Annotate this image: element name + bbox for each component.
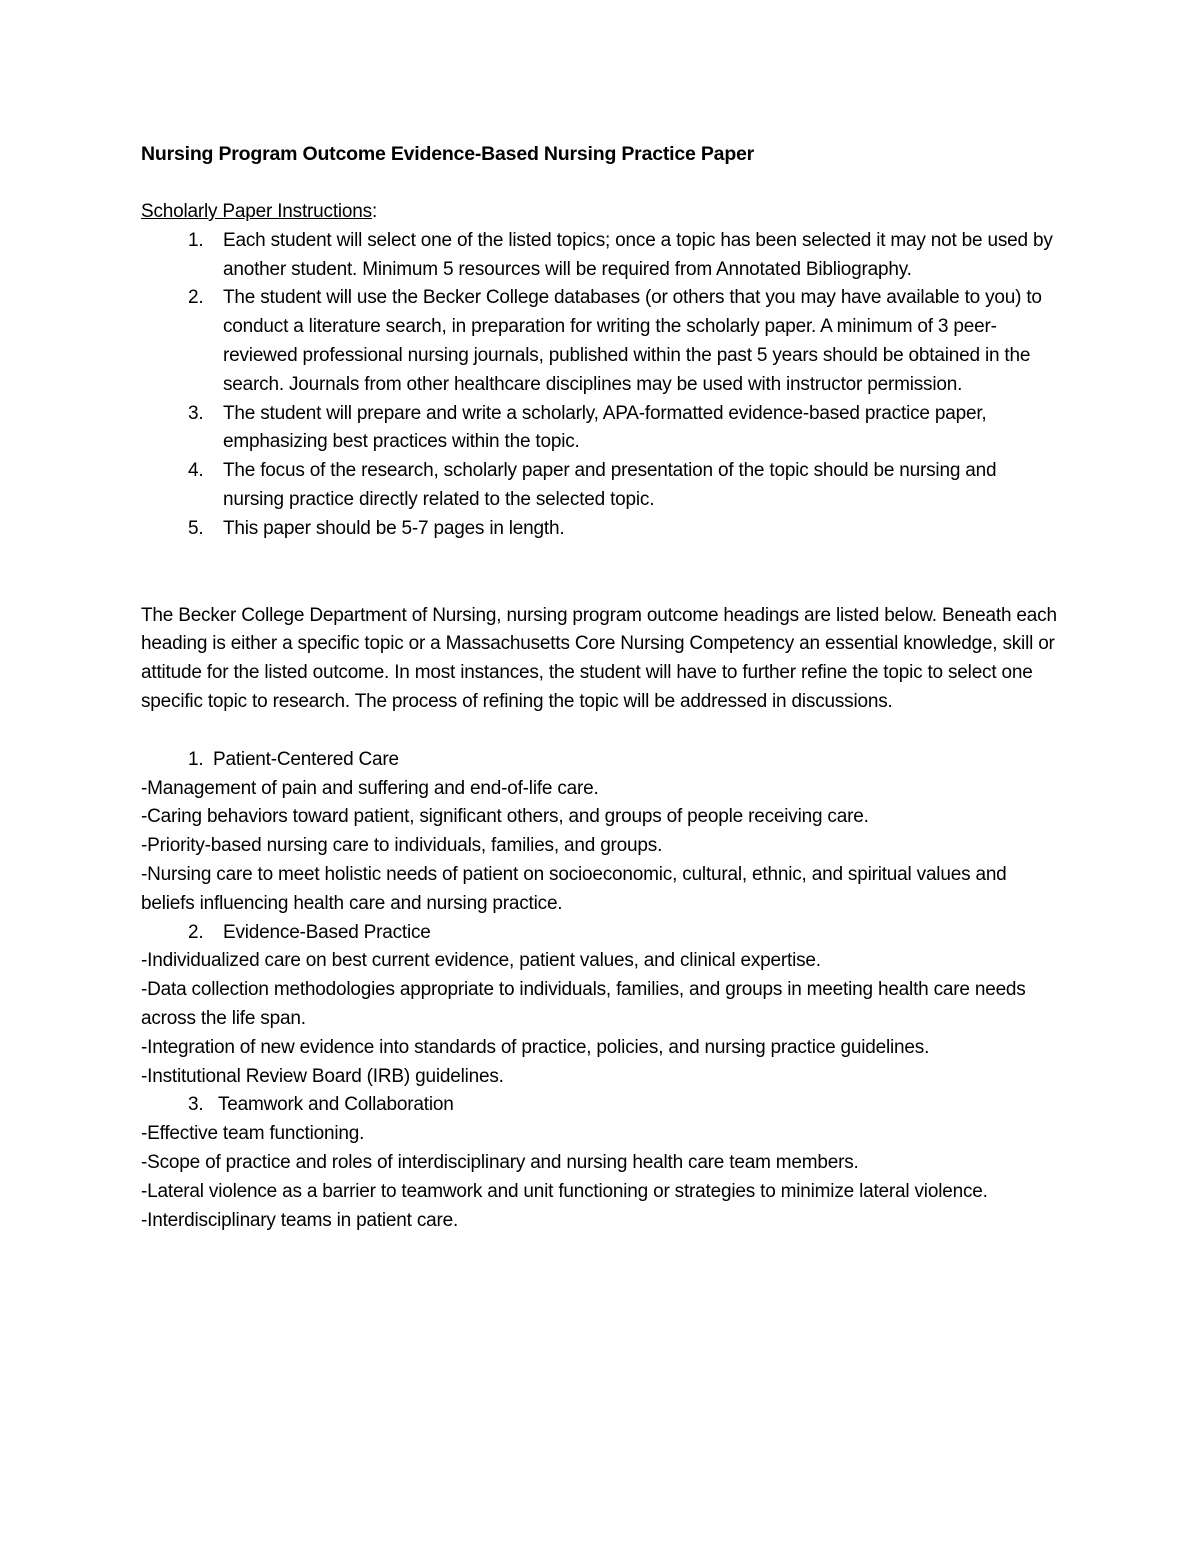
outcome-item: -Scope of practice and roles of interdisciplinary and nursing health care team members.: [141, 1151, 859, 1173]
instruction-number: 3.: [188, 402, 204, 424]
outcome-number: 1.: [188, 748, 204, 770]
outcome-heading: [141, 746, 1061, 775]
intro-paragraph: The Becker College Department of Nursing, nursing program outcome headings are listed below. Beneath each heading is either a specific topic or a Massachusetts Core Nursing Competency an essential knowledge, skill or attitude for the listed outcome. In most instances, the student will have to further refine the topic to select one specific topic to research. The process of refining the topic will be addressed in discussions.: [141, 604, 1057, 712]
spacer: [141, 717, 1061, 746]
document-title: Nursing Program Outcome Evidence-Based Nursing Practice Paper: [141, 143, 755, 165]
instruction-item: [188, 227, 1061, 285]
outcome-number: 3.: [188, 1094, 204, 1116]
instructions-colon: :: [371, 201, 378, 222]
outcome-item: -Institutional Review Board (IRB) guidelines.: [141, 1065, 504, 1087]
outcome-item: -Interdisciplinary teams in patient care.: [141, 1209, 459, 1231]
instruction-text: The focus of the research, scholarly paper and presentation of the topic should be nursing and nursing practice directly related to the selected topic.: [223, 460, 997, 510]
instruction-number: 1.: [188, 229, 204, 251]
document-page: [141, 140, 1061, 1235]
instruction-item: [188, 515, 1061, 544]
outcome-item: -Nursing care to meet holistic needs of patient on socioeconomic, cultural, ethnic, and spiritual values and beliefs influencing health care and nursing practice.: [141, 863, 1007, 914]
instruction-text: Each student will select one of the listed topics; once a topic has been selected it may not be used by another student. Minimum 5 resources will be required from Annotated Bibliography.: [223, 229, 1053, 280]
instruction-item: [188, 457, 1061, 515]
instruction-text: The student will prepare and write a scholarly, APA-formatted evidence-based practice paper, emphasizing best practices within the topic.: [223, 402, 987, 453]
outcome-item: -Individualized care on best current evidence, patient values, and clinical expertise.: [141, 950, 821, 972]
instructions-heading: [141, 198, 1061, 227]
instruction-item: [188, 400, 1061, 458]
outcome-item: -Effective team functioning.: [141, 1123, 365, 1145]
instruction-number: 2.: [188, 287, 204, 309]
instruction-item: [188, 284, 1061, 399]
outcome-item: -Lateral violence as a barrier to teamwork and unit functioning or strategies to minimize lateral violence.: [141, 1180, 988, 1202]
outcome-item: -Data collection methodologies appropriate to individuals, families, and groups in meeting health care needs across the life span.: [141, 979, 1026, 1029]
instruction-text: The student will use the Becker College databases (or others that you may have available to you) to conduct a literature search, in preparation for writing the scholarly paper. A minimum of 3 peer-reviewed professional nursing journals, published within the past 5 years should be obtained in the search. Journals from other healthcare disciplines may be used with instructor permission.: [223, 287, 1042, 395]
instructions-label: Scholarly Paper Instructions: [141, 201, 372, 222]
outcome-title: Teamwork and Collaboration: [218, 1094, 454, 1116]
outcome-heading: [141, 1091, 1061, 1120]
instructions-list: [141, 227, 1061, 544]
instruction-number: 5.: [188, 517, 204, 539]
outcome-heading: [141, 919, 1061, 948]
instruction-text: This paper should be 5-7 pages in length.: [223, 517, 565, 539]
outcome-item: -Priority-based nursing care to individuals, families, and groups.: [141, 835, 663, 857]
outcome-title: Patient-Centered Care: [213, 748, 399, 770]
outcome-item: -Caring behaviors toward patient, significant others, and groups of people receiving care.: [141, 806, 869, 828]
outcome-item: -Management of pain and suffering and end-of-life care.: [141, 777, 599, 799]
outcome-title: Evidence-Based Practice: [223, 921, 431, 943]
outcome-item: -Integration of new evidence into standards of practice, policies, and nursing practice guidelines.: [141, 1036, 930, 1058]
outcome-number: 2.: [188, 921, 204, 943]
instruction-number: 4.: [188, 460, 204, 482]
spacer: [141, 544, 1061, 602]
